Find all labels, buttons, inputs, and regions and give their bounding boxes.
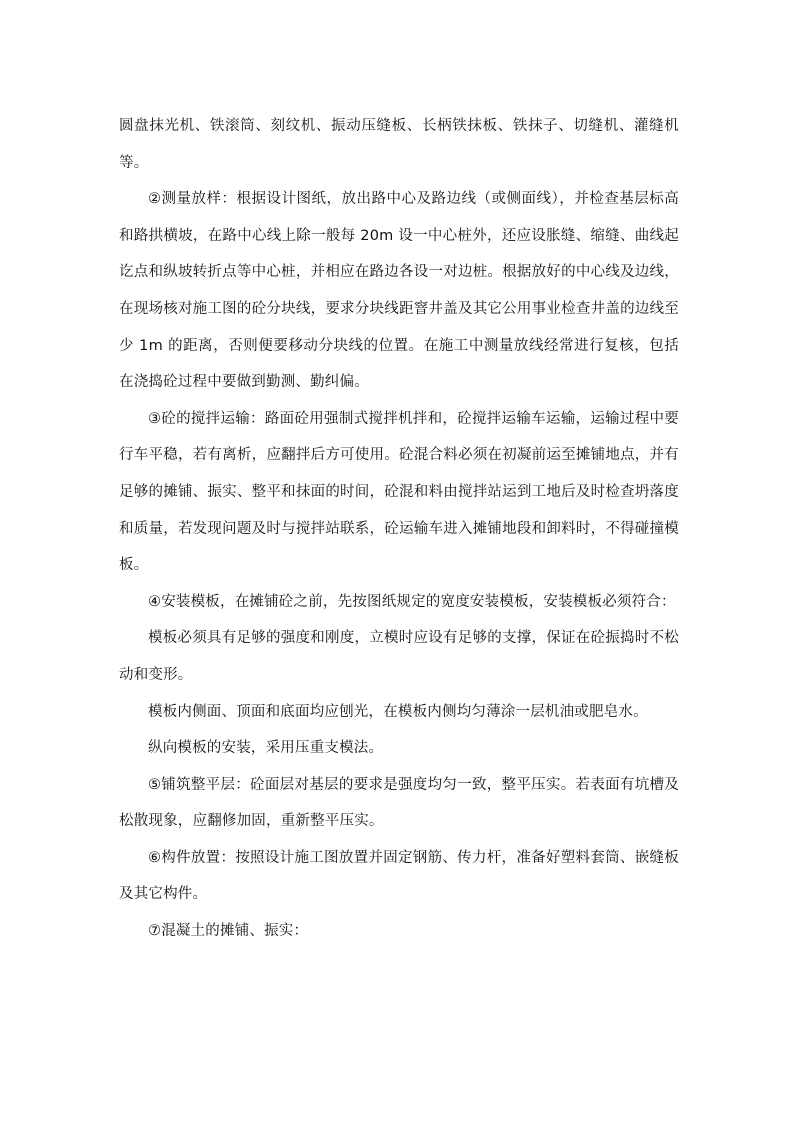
paragraph-component-placement: ⑥构件放置：按照设计施工图放置并固定钢筋、传力杆，准备好塑料套筒、嵌缝板及其它构件。 — [119, 849, 679, 903]
paragraph-equipment-list: 圆盘抹光机、铁滚筒、刻纹机、振动压缝板、长柄铁抹板、铁抹子、切缝机、灌缝机等。 — [119, 118, 679, 171]
document-body — [119, 108, 679, 950]
paragraph-formwork-installation: ④安装模板，在摊铺砼之前，先按图纸规定的宽度安装模板，安装模板必须符合： — [148, 593, 676, 610]
paragraph-concrete-mixing-transport: ③砼的搅拌运输：路面砼用强制式搅拌机拌和，砼搅拌运输车运输，运输过程中要行车平稳，若有离析，应翻拌后方可使用。砼混合料必须在初凝前运至摊铺地点，并有足够的摊铺、振实、整平和抹面的时间，砼混和料由搅拌站运到工地后及时检查坍落度和质量，若发现问题及时与搅拌站联系，砼运输车进入摊铺地段和卸料时，不得碰撞模板。 — [119, 410, 679, 574]
paragraph-concrete-paving: ⑦混凝土的摊铺、振实： — [148, 923, 309, 940]
paragraph-formwork-surface: 模板内侧面、顶面和底面均应刨光，在模板内侧均匀薄涂一层机油或肥皂水。 — [148, 703, 648, 720]
paragraph-survey-layout: ②测量放样：根据设计图纸，放出路中心及路边线（或侧面线），并检查基层标高和路拱横坡，在路中心线上除一般每 20m 设一中心桩外，还应设胀缝、缩缝、曲线起讫点和纵坡转折点等中心桩，并相应在路边各设一对边桩。根据放好的中心线及边线，在现场核对施工图的砼分块线，要求分块线距窨井盖及其它公用事业检查井盖的边线至少 1m 的距离，否则便要移动分块线的位置。在施工中测量放线经常进行复核，包括在浇捣砼过程中要做到勤测、勤纠偏。 — [119, 191, 679, 391]
paragraph-longitudinal-formwork: 纵向模板的安装，采用压重支模法。 — [148, 740, 384, 757]
paragraph-formwork-strength: 模板必须具有足够的强度和刚度，立模时应设有足够的支撑，保证在砼振捣时不松动和变形。 — [119, 630, 679, 683]
paragraph-leveling-layer: ⑤铺筑整平层：砼面层对基层的要求是强度均匀一致，整平压实。若表面有坑槽及松散现象，应翻修加固，重新整平压实。 — [119, 776, 679, 830]
